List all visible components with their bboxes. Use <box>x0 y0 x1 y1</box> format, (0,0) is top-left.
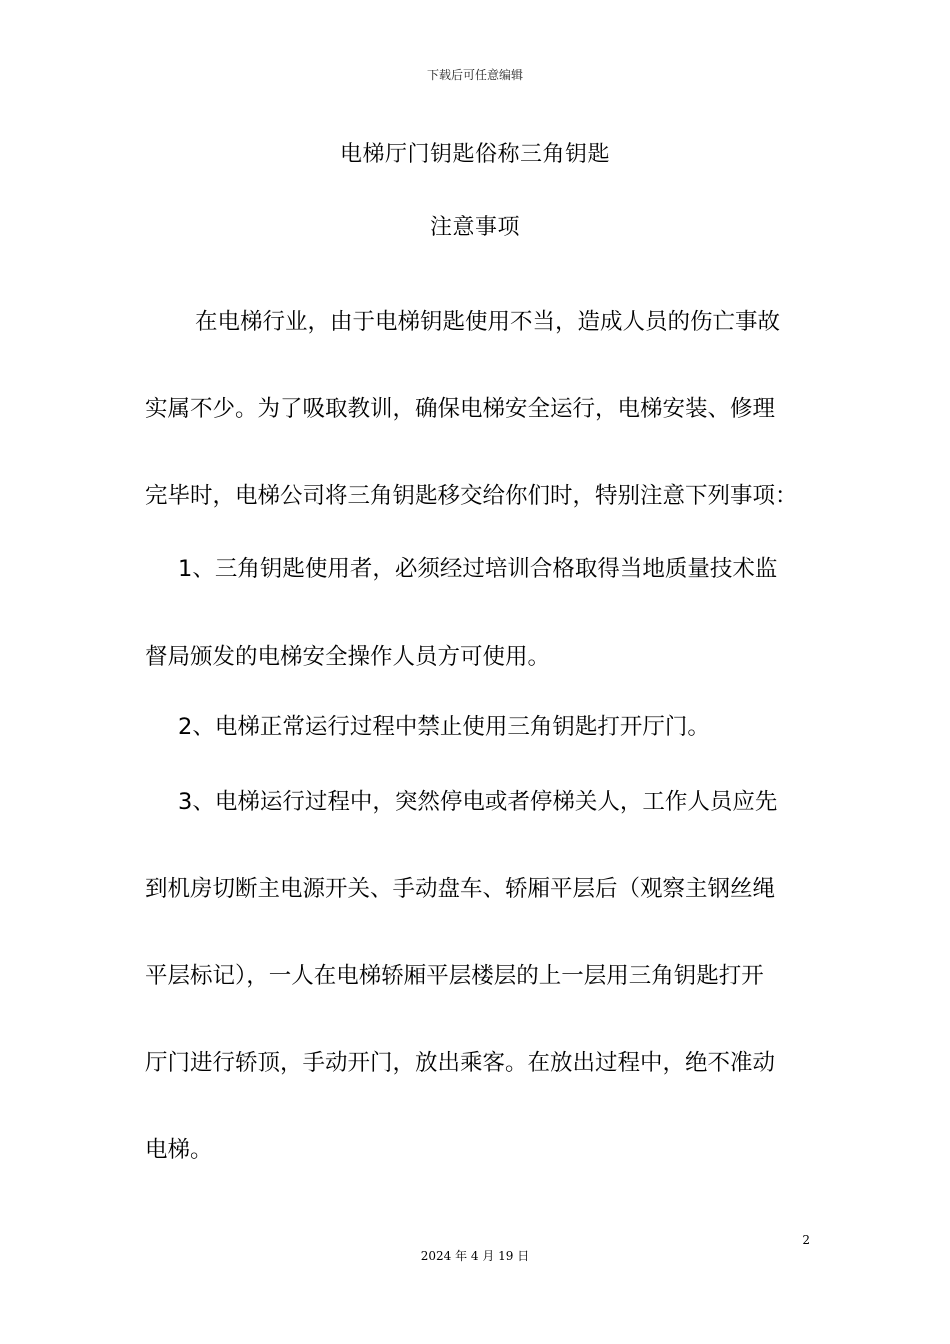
paragraph-line: 在电梯行业，由于电梯钥匙使用不当，造成人员的伤亡事故 <box>195 309 781 335</box>
list-item-line: 到机房切断主电源开关、手动盘车、轿厢平层后（观察主钢丝绳 <box>145 876 776 902</box>
list-item-line: 1、三角钥匙使用者，必须经过培训合格取得当地质量技术监 <box>178 556 778 582</box>
page-number: 2 <box>802 1233 810 1247</box>
list-item-line: 督局颁发的电梯安全操作人员方可使用。 <box>145 644 551 670</box>
footer-date: 2024 年 4 月 19 日 <box>420 1249 530 1263</box>
list-item-line: 2、电梯正常运行过程中禁止使用三角钥匙打开厅门。 <box>178 714 710 740</box>
list-item-line: 平层标记），一人在电梯轿厢平层楼层的上一层用三角钥匙打开 <box>145 963 764 989</box>
paragraph-line: 完毕时，电梯公司将三角钥匙移交给你们时，特别注意下列事项： <box>145 483 798 509</box>
paragraph-line: 实属不少。为了吸取教训，确保电梯安全运行，电梯安装、修理 <box>145 396 776 422</box>
header-note: 下载后可任意编辑 <box>426 68 523 82</box>
list-item-line: 3、电梯运行过程中，突然停电或者停梯关人，工作人员应先 <box>178 789 778 815</box>
document-subtitle: 注意事项 <box>429 215 520 240</box>
list-item-line: 电梯。 <box>145 1137 213 1163</box>
document-title: 电梯厅门钥匙俗称三角钥匙 <box>339 142 610 167</box>
list-item-line: 厅门进行轿顶，手动开门，放出乘客。在放出过程中，绝不准动 <box>145 1050 776 1076</box>
